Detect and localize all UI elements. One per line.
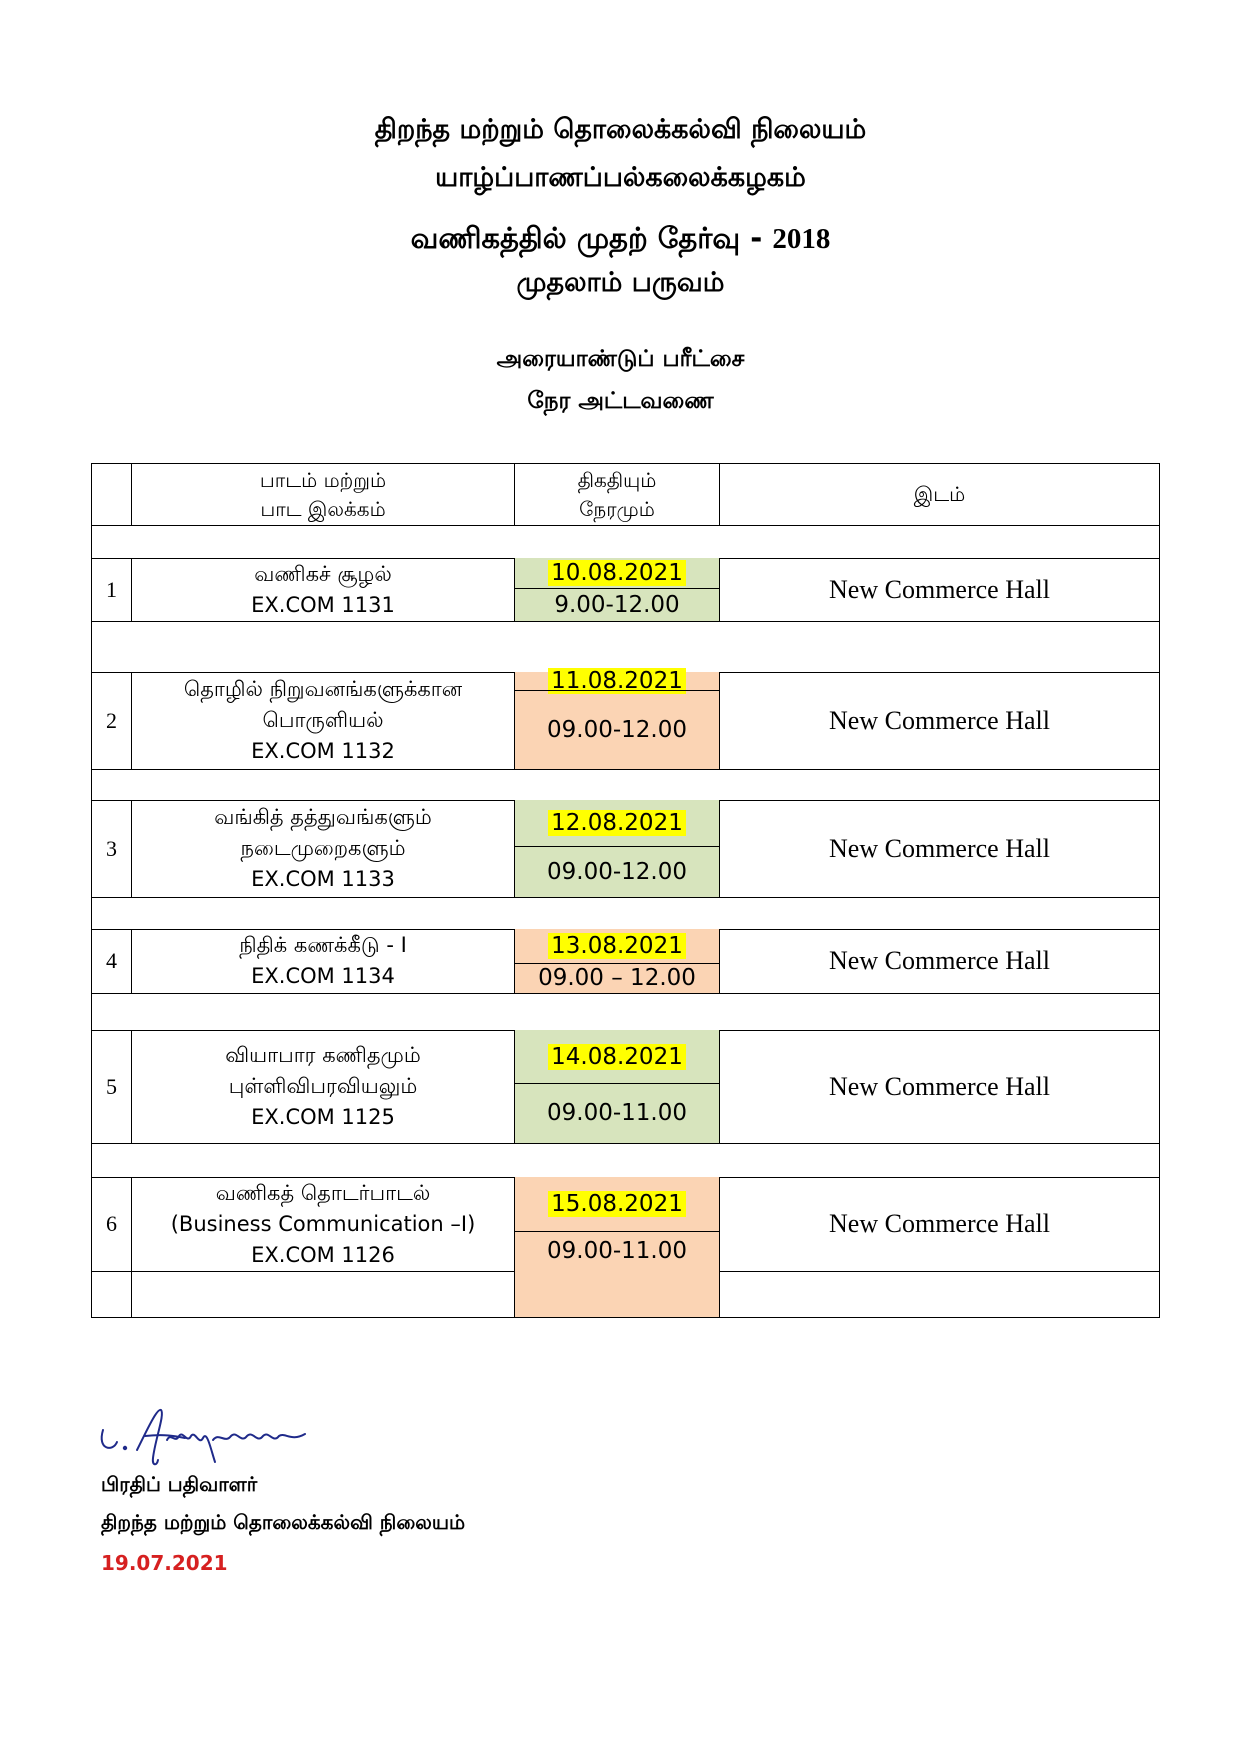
date-slot <box>515 1030 719 1083</box>
venue-cell: New Commerce Hall <box>829 705 1050 735</box>
row-number: 2 <box>92 672 132 769</box>
header-datetime-line1: திகதியும் <box>577 467 657 492</box>
venue-cell: New Commerce Hall <box>829 946 1050 975</box>
table-row-empty <box>92 1271 1159 1317</box>
header-subject-line2: பாட இலக்கம் <box>260 496 386 521</box>
row-number: 4 <box>92 929 132 993</box>
date-slot <box>515 929 719 963</box>
exam-time: 09.00-11.00 <box>547 1238 687 1264</box>
venue-cell: New Commerce Hall <box>829 574 1050 604</box>
designation: பிரதிப் பதிவாளர் <box>101 1472 258 1496</box>
subject-cell <box>132 1030 515 1143</box>
date-slot <box>515 800 719 846</box>
datetime-cell <box>515 800 720 897</box>
header-place-cell: இடம் <box>913 482 966 506</box>
subject-line: தொழில் நிறுவனங்களுக்கான <box>183 677 463 701</box>
exam-title <box>0 219 1241 258</box>
exam-time: 9.00-12.00 <box>554 591 680 618</box>
header-subject-line1: பாடம் மற்றும் <box>259 467 387 492</box>
venue-cell: New Commerce Hall <box>829 1209 1050 1238</box>
venue-cell: New Commerce Hall <box>829 1071 1050 1101</box>
exam-time: 09.00-11.00 <box>547 1100 687 1126</box>
table-row <box>92 558 1159 621</box>
subject-line: EX.COM 1131 <box>251 592 395 617</box>
date-slot <box>515 558 719 588</box>
subject-line: பொருளியல் <box>262 708 384 732</box>
datetime-cell <box>515 1177 720 1271</box>
empty-number-cell <box>92 1271 132 1317</box>
datetime-cell <box>515 929 720 993</box>
subject-line: வணிகத் தொடர்பாடல் <box>215 1180 431 1205</box>
table-divider <box>92 525 1159 526</box>
date-slot <box>515 668 719 694</box>
row-number: 6 <box>92 1177 132 1271</box>
table-row <box>92 1177 1159 1271</box>
subject-line: வியாபார கணிதமும் <box>225 1043 421 1067</box>
issue-date: 19.07.2021 <box>101 1551 228 1575</box>
exam-time: 09.00-12.00 <box>547 858 687 885</box>
table-divider <box>92 769 1159 770</box>
exam-title-text: வணிகத்தில் முதற் தேர்வு - <box>410 221 773 255</box>
table-row <box>92 929 1159 993</box>
subject-line: (Business Communication –I) <box>170 1211 476 1236</box>
table-row <box>92 668 1159 769</box>
exam-date: 12.08.2021 <box>548 810 686 836</box>
office-name: திறந்த மற்றும் தொலைக்கல்வி நிலையம் <box>101 1510 466 1534</box>
subject-cell <box>132 672 515 769</box>
row-number: 3 <box>92 800 132 897</box>
subject-line: EX.COM 1133 <box>251 867 395 891</box>
exam-time: 09.00 – 12.00 <box>538 965 696 991</box>
table-row <box>92 800 1159 897</box>
subject-line: நடைமுறைகளும் <box>240 836 406 860</box>
table-divider <box>92 621 1159 622</box>
header-number-cell <box>92 464 132 525</box>
row-number: 1 <box>92 558 132 621</box>
subject-cell <box>132 929 515 993</box>
subject-cell <box>132 800 515 897</box>
table-header-row <box>92 464 1159 525</box>
subject-cell <box>132 1177 515 1271</box>
empty-datetime-cell <box>515 1271 720 1317</box>
date-slot <box>515 1177 719 1231</box>
exam-date: 10.08.2021 <box>548 560 686 586</box>
row-number: 5 <box>92 1030 132 1143</box>
semester-title: முதலாம் பருவம் <box>516 267 725 298</box>
exam-year: 2018 <box>772 223 831 255</box>
exam-date: 13.08.2021 <box>548 933 686 959</box>
exam-date: 11.08.2021 <box>548 668 686 694</box>
datetime-cell <box>515 1030 720 1143</box>
signature <box>95 1400 325 1470</box>
table-divider <box>92 993 1159 994</box>
empty-subject-cell <box>132 1271 515 1317</box>
subject-line: வங்கித் தத்துவங்களும் <box>214 805 432 829</box>
exam-date: 15.08.2021 <box>548 1191 686 1217</box>
subject-cell <box>132 558 515 621</box>
table-divider <box>92 897 1159 898</box>
venue-cell: New Commerce Hall <box>829 833 1050 863</box>
university-name: யாழ்ப்பாணப்பல்கலைக்கழகம் <box>435 162 806 193</box>
subject-line: வணிகச் சூழல் <box>254 561 392 586</box>
header-subject-cell <box>132 464 515 525</box>
header-datetime-cell <box>515 464 720 525</box>
subject-line: புள்ளிவிபரவியலும் <box>228 1074 418 1098</box>
datetime-cell <box>515 668 720 769</box>
exam-time: 09.00-12.00 <box>547 716 687 743</box>
timetable-table <box>91 463 1160 1318</box>
institution-title: திறந்த மற்றும் தொலைக்கல்வி நிலையம் <box>374 114 867 145</box>
subject-line: EX.COM 1126 <box>251 1242 395 1267</box>
subject-line: நிதிக் கணக்கீடு - I <box>239 933 407 957</box>
datetime-cell <box>515 558 720 621</box>
subject-line: EX.COM 1134 <box>251 964 395 988</box>
subject-line: EX.COM 1132 <box>251 739 395 763</box>
exam-date: 14.08.2021 <box>548 1044 686 1070</box>
exam-type: அரையாண்டுப் பரீட்சை <box>496 346 745 372</box>
table-divider <box>92 1143 1159 1144</box>
timetable-title: நேர அட்டவணை <box>527 388 714 414</box>
header-datetime-line2: நேரமும் <box>579 496 655 521</box>
subject-line: EX.COM 1125 <box>251 1105 395 1129</box>
table-row <box>92 1030 1159 1143</box>
